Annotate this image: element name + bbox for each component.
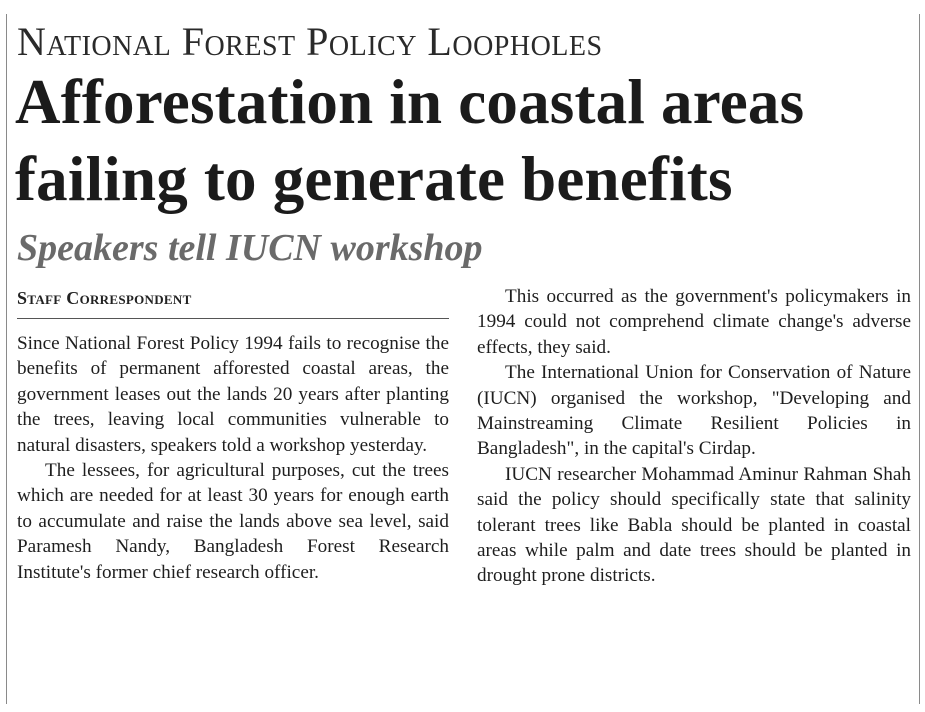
right-column-rule xyxy=(919,14,920,704)
paragraph: IUCN researcher Mohammad Aminur Rahman Shah said the policy should specifically state that salinity tolerant trees like Babla should be planted in coastal areas while palm and date trees should be planted in drought prone districts. xyxy=(477,463,911,587)
left-column-rule xyxy=(6,14,7,704)
paragraph: This occurred as the government's policymakers in 1994 could not comprehend climate change's adverse effects, they said. xyxy=(477,286,911,358)
article-byline: Staff Correspondent xyxy=(17,288,192,308)
article-subheadline: Speakers tell IUCN workshop xyxy=(17,227,483,269)
paragraph: The International Union for Conservation of Nature (IUCN) organised the workshop, "Developing and Mainstreaming Climate Resilient Policies in Bangladesh", in the capital's Cirdap. xyxy=(477,362,911,460)
byline-divider xyxy=(17,318,449,319)
article-headline: Afforestation in coastal areas failing to generate benefits xyxy=(15,67,805,214)
article-left-column xyxy=(17,331,449,585)
article-right-column xyxy=(477,284,911,589)
paragraph: Since National Forest Policy 1994 fails to recognise the benefits of permanent afforested coastal areas, the government leases out the lands 20 years after planting the trees, leaving local communities vulnerable to natural disasters, speakers told a workshop yesterday. xyxy=(17,333,449,456)
paragraph: The lessees, for agricultural purposes, cut the trees which are needed for at least 30 years for enough earth to accumulate and raise the lands above sea level, said Paramesh Nandy, Bangladesh Forest Research Institute's former chief research officer. xyxy=(17,460,449,583)
article-kicker: National Forest Policy Loopholes xyxy=(17,19,603,64)
